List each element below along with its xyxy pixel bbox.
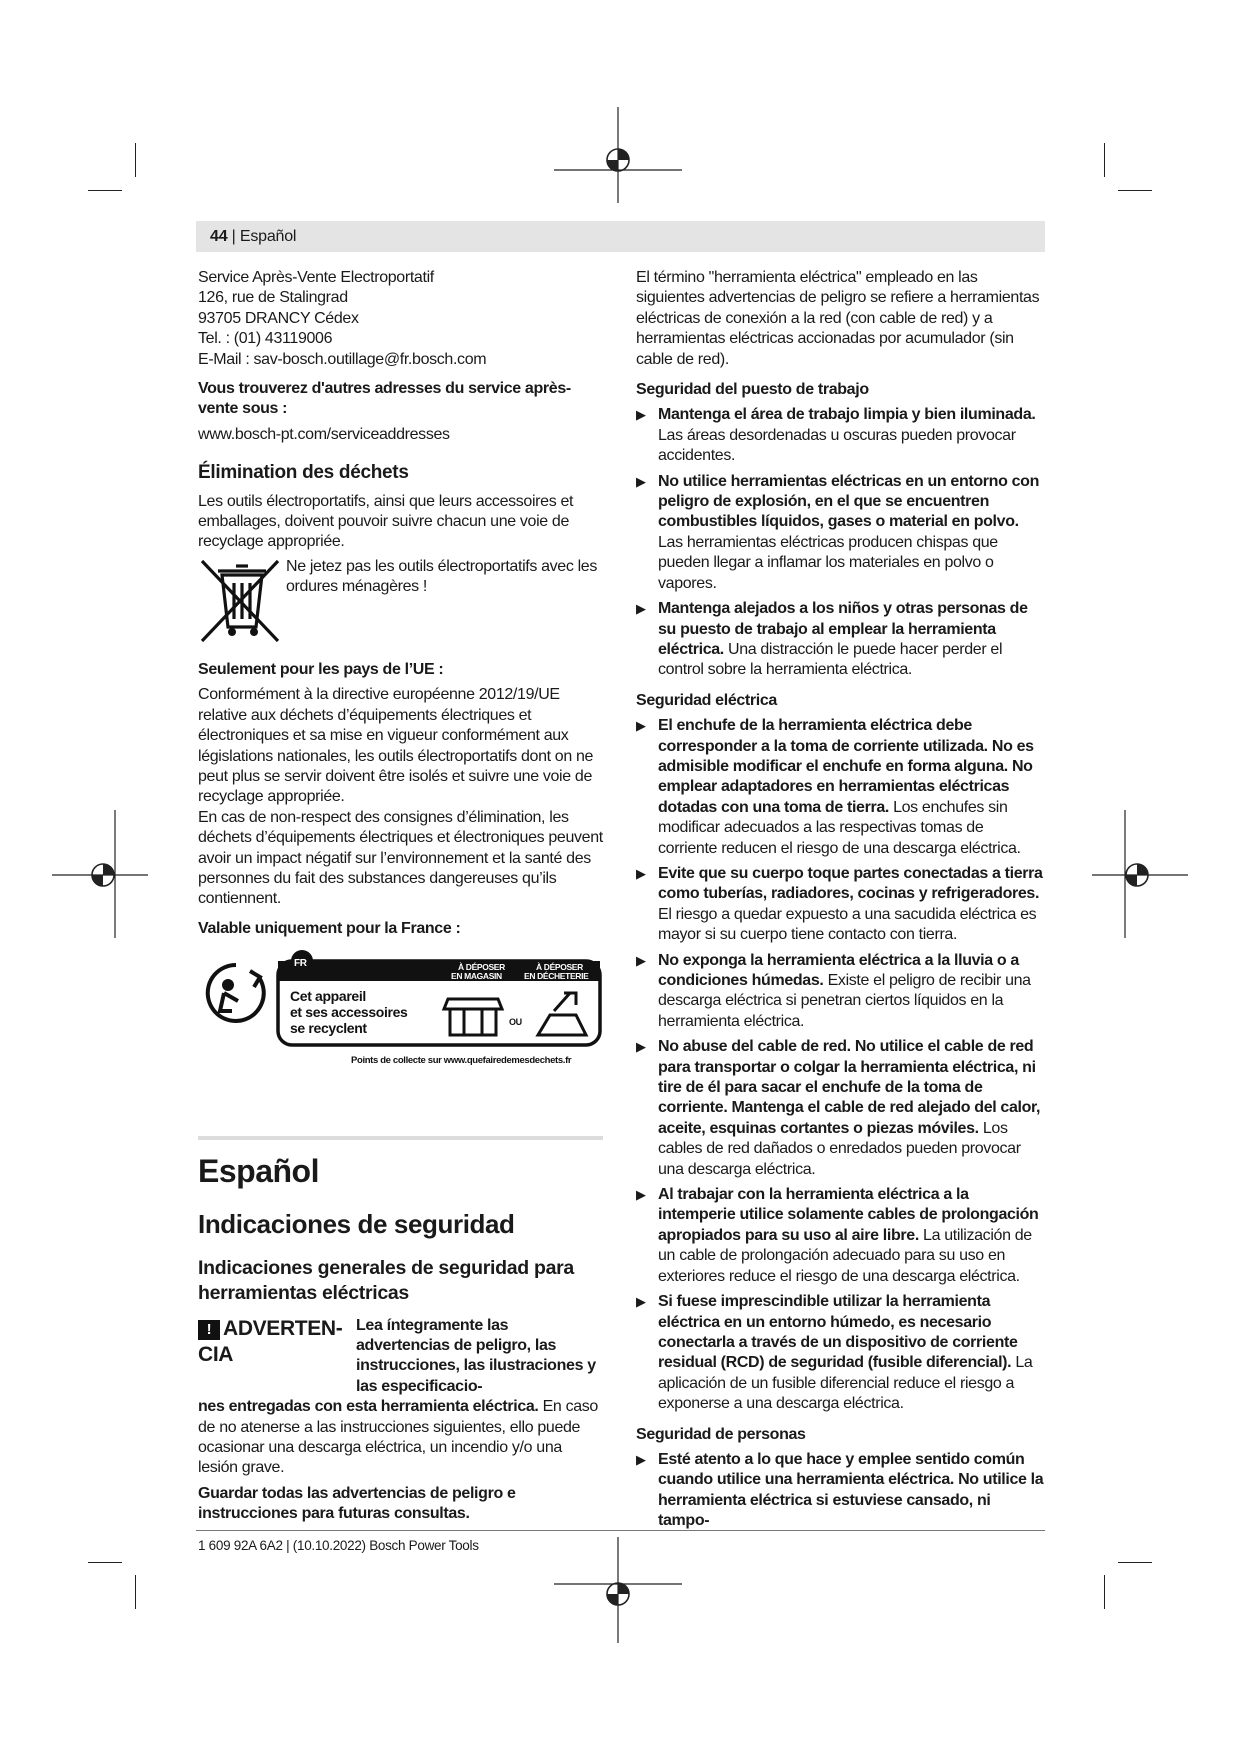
triman-collection-points: Points de collecte sur www.quefairedemesdechets.fr: [351, 1055, 572, 1067]
store-icon: [444, 999, 502, 1035]
crop-mark: [135, 1575, 136, 1609]
safety-item: ▶ Esté atento a lo que hace y emplee sentido común cuando utilice una herramienta eléctrica. No utilice la herramienta eléctrica si estuviese cansado, ni tampo-: [636, 1450, 1044, 1530]
page-footer: 1 609 92A 6A2 | (10.10.2022) Bosch Power Tools: [198, 1538, 479, 1553]
triman-or: OU: [509, 1017, 522, 1028]
right-column: [636, 268, 1044, 1532]
bullet-icon: ▶: [636, 865, 646, 881]
warning-block: [198, 1316, 603, 1398]
crop-mark: [1104, 1575, 1105, 1609]
address-email: E-Mail : sav-bosch.outillage@fr.bosch.com: [198, 350, 487, 368]
warning-icon: !: [198, 1320, 220, 1340]
bullet-icon: ▶: [636, 1451, 646, 1467]
bullet-icon: ▶: [636, 601, 646, 617]
address-line: Service Après-Vente Electroportatif: [198, 269, 434, 286]
safety-item: ▶ Mantenga el área de trabajo limpia y bien iluminada. Las áreas desordenadas u oscuras pueden provocar accidentes.: [636, 406, 1036, 465]
triman-store-label-2: EN MAGASIN: [451, 971, 502, 982]
crop-mark: [1118, 1562, 1152, 1563]
keep-instructions: Guardar todas las advertencias de peligro e instrucciones para futuras consultas.: [198, 1484, 516, 1523]
bullet-icon: ▶: [636, 473, 646, 489]
bullet-icon: ▶: [636, 952, 646, 968]
triman-line-2: et ses accessoires: [290, 1004, 408, 1021]
page-header-text: 44 | Español: [210, 228, 297, 245]
safety-item: ▶ No utilice herramientas eléctricas en un entorno con peligro de explosión, en el que se encuentren combustibles líquidos, gases o material en polvo. Las herramientas eléctricas producen chispas que pueden llegar a inflamar los materiales en polvo o vapores.: [636, 472, 1040, 592]
left-column: [198, 268, 603, 1525]
registration-mark-icon: [1090, 810, 1190, 940]
section-divider: [198, 1136, 603, 1140]
warning-label: ! ADVERTEN- CIA: [198, 1316, 343, 1366]
registration-mark-icon: [554, 105, 684, 205]
bullet-icon: ▶: [636, 1187, 646, 1203]
safety-item: ▶ Si fuese imprescindible utilizar la herramienta eléctrica en un entorno húmedo, es necesario conectarla a través de un dispositivo de corriente residual (RCD) de seguridad (fusible diferencial). La aplicación de un fusible diferencial reduce el riesgo a exponerse a una descarga eléctrica.: [636, 1293, 1033, 1413]
safety-item: ▶ No abuse del cable de red. No utilice el cable de red para transportar o colgar la herramienta eléctrica, ni tire de él para sacar el enchufe de la toma de corriente. Mantenga el cable de red alejado del calor, aceite, esquinas cortantes o piezas móviles. Los cables de red dañados o enredados pueden provocar una descarga eléctrica.: [636, 1038, 1041, 1178]
header-section: Español: [239, 228, 297, 245]
bullet-icon: ▶: [636, 1294, 646, 1310]
weee-notice: [198, 557, 603, 647]
crop-mark: [88, 190, 122, 191]
address-line: 93705 DRANCY Cédex: [198, 309, 359, 327]
page-header: [196, 221, 1045, 252]
triman-recycling-logo: [198, 949, 603, 1067]
warning-text-top: Lea íntegramente las advertencias de peligro, las instrucciones, las ilustraciones y las especificacio-: [356, 1316, 596, 1395]
registration-mark-icon: [554, 1535, 684, 1645]
more-addresses-label: Vous trouverez d'autres adresses du service après-vente sous :: [198, 380, 571, 418]
triman-line-3: se recyclent: [290, 1020, 367, 1037]
section-heading: Seguridad de personas: [636, 1425, 806, 1443]
dump-icon: [538, 993, 586, 1035]
language-title: Español: [198, 1152, 319, 1189]
section-heading: Seguridad eléctrica: [636, 691, 777, 709]
triman-icon: [208, 965, 264, 1021]
crop-mark: [1104, 143, 1105, 177]
safety-title: Indicaciones de seguridad: [198, 1208, 515, 1239]
service-addresses-link[interactable]: www.bosch-pt.com/serviceaddresses: [198, 425, 450, 443]
page-number: 44: [210, 228, 228, 245]
crop-mark: [88, 1562, 122, 1563]
eu-heading: Seulement pour les pays de l’UE :: [198, 660, 444, 678]
triman-dump-label: À DÉPOSER: [536, 962, 583, 973]
triman-country: FR: [294, 958, 307, 970]
address-line: 126, rue de Stalingrad: [198, 289, 348, 307]
crossed-out-bin-icon: [198, 557, 286, 647]
crop-mark: [135, 143, 136, 177]
bullet-icon: ▶: [636, 407, 646, 423]
france-heading: Valable uniquement pour la France :: [198, 919, 461, 937]
general-safety-title: Indicaciones generales de seguridad para herramientas eléctricas: [198, 1256, 574, 1304]
safety-item: ▶ Mantenga alejados a los niños y otras personas de su puesto de trabajo al emplear la herramienta eléctrica. Una distracción le puede hacer perder el control sobre la herramienta eléctrica.: [636, 600, 1028, 679]
disposal-text: Les outils électroportatifs, ainsi que leurs accessoires et emballages, doivent pouvoir suivre chacun une voie de recyclage appropriée.: [198, 492, 574, 551]
intro-text: El término "herramienta eléctrica" empleado en las siguientes advertencias de peligro se refiere a herramientas eléctricas de conexión a la red (con cable de red) y a herramientas eléctricas accionadas por acumulador (sin cable de red).: [636, 269, 1040, 368]
safety-item: ▶ Al trabajar con la herramienta eléctrica a la intemperie utilice solamente cables de prolongación apropiados para su uso al aire libre. La utilización de un cable de prolongación adecuado para su uso en exteriores reduce el riesgo de una descarga eléctrica.: [636, 1186, 1039, 1285]
disposal-heading: Élimination des déchets: [198, 462, 409, 484]
safety-item: ▶ Evite que su cuerpo toque partes conectadas a tierra como tuberías, radiadores, cocinas y refrigeradores. El riesgo a quedar expuesto a una sacudida eléctrica es mayor si su cuerpo tiene contacto con tierra.: [636, 864, 1043, 944]
crop-mark: [1118, 190, 1152, 191]
bullet-icon: ▶: [636, 718, 646, 734]
triman-store-label: À DÉPOSER: [458, 962, 505, 973]
address-line: Tel. : (01) 43119006: [198, 330, 333, 348]
eu-text: Conformément à la directive européenne 2012/19/UE relative aux déchets d’équipements électriques et électroniques et sa mise en vigueur conformément aux législations nationales, les outils électroportatifs dont on ne peut plus se servir doivent être isolés et suivre une voie de recyclage appropriée.: [198, 686, 594, 806]
eu-text-2: En cas de non-respect des consignes d’élimination, les déchets d’équipements électriques et électroniques peuvent avoir un impact négatif sur l’environnement et la santé des personnes du fait des substances dangereuses qu’ils contiennent.: [198, 808, 603, 908]
footer-rule: [196, 1530, 1045, 1531]
registration-mark-icon: [50, 810, 150, 940]
triman-dump-label-2: EN DÉCHETERIE: [524, 971, 589, 982]
triman-line-1: Cet appareil: [290, 988, 366, 1005]
bullet-icon: ▶: [636, 1039, 646, 1055]
safety-item: ▶ El enchufe de la herramienta eléctrica debe corresponder a la toma de corriente utilizada. No es admisible modificar el enchufe en forma alguna. No emplear adaptadores en herramientas eléctricas dotadas con una toma de tierra. Los enchufes sin modificar adecuados a las respectivas tomas de corriente reducen el riesgo de una descarga eléctrica.: [636, 717, 1034, 857]
warning-text: nes entregadas con esta herramienta eléctrica. En caso de no atenerse a las instrucciones siguientes, ello puede ocasionar una descarga eléctrica, un incendio y/o una lesión grave.: [198, 1398, 598, 1477]
section-heading: Seguridad del puesto de trabajo: [636, 381, 869, 399]
safety-item: ▶ No exponga la herramienta eléctrica a la lluvia o a condiciones húmedas. Existe el peligro de recibir una descarga eléctrica si penetran ciertos líquidos en la herramienta eléctrica.: [636, 951, 1031, 1030]
weee-text: Ne jetez pas les outils électroportatifs avec les ordures ménagères !: [286, 557, 598, 596]
